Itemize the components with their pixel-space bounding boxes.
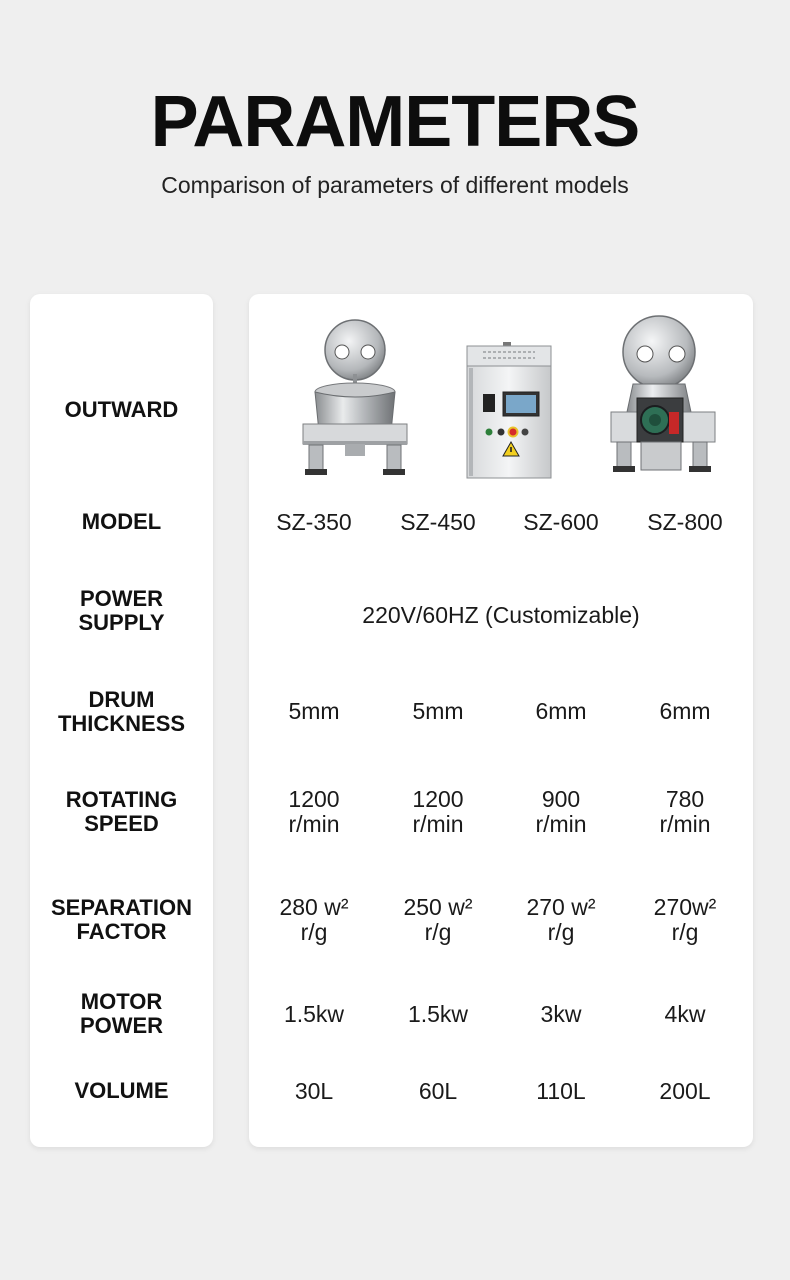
centrifuge-machine-image (297, 314, 413, 482)
drum-thickness-cell: 5mm (288, 698, 340, 724)
centrifuge-with-motor-image (607, 312, 719, 484)
separation-factor-value: 270 w² (526, 894, 596, 920)
drum-thickness-cell: 6mm (659, 698, 711, 724)
volume-cell: 110L (536, 1078, 586, 1104)
separation-factor-cell (376, 895, 500, 945)
label-power-supply-line2: SUPPLY (78, 610, 165, 635)
model-cell: SZ-450 (400, 509, 476, 535)
motor-power-cell: 1.5kw (283, 1001, 345, 1027)
label-power-supply (30, 587, 213, 635)
parameter-labels-card (30, 294, 213, 1147)
label-motor-power (30, 990, 213, 1038)
label-motor-power-line2: POWER (79, 1013, 164, 1038)
parameter-values-card (249, 294, 753, 1147)
drum-thickness-cell: 6mm (535, 698, 587, 724)
motor-power-cell: 4kw (664, 1001, 706, 1027)
model-cell: SZ-600 (523, 509, 599, 535)
label-drum-thickness-line2: THICKNESS (57, 711, 186, 736)
rotating-speed-unit: r/min (659, 811, 711, 837)
power-supply-value: 220V/60HZ (Customizable) (362, 602, 640, 628)
label-model (30, 510, 213, 534)
label-rotating-speed-line2: SPEED (84, 811, 159, 836)
separation-factor-unit: r/g (424, 919, 452, 945)
label-model-text: MODEL (81, 509, 162, 534)
separation-factor-unit: r/g (671, 919, 699, 945)
label-rotating-speed (30, 788, 213, 836)
label-separation-factor-line2: FACTOR (76, 919, 167, 944)
rotating-speed-unit: r/min (288, 811, 340, 837)
label-motor-power-line1: MOTOR (80, 989, 163, 1014)
model-cell: SZ-350 (276, 509, 352, 535)
label-rotating-speed-line1: ROTATING (65, 787, 178, 812)
separation-factor-value: 250 w² (403, 894, 473, 920)
separation-factor-cell (499, 895, 623, 945)
page-title: PARAMETERS (150, 82, 640, 162)
rotating-speed-unit: r/min (535, 811, 587, 837)
label-separation-factor-line1: SEPARATION (51, 895, 192, 920)
control-cabinet-image (463, 342, 553, 482)
label-outward-text: OUTWARD (64, 397, 179, 422)
rotating-speed-value: 900 (541, 786, 581, 812)
rotating-speed-cell (252, 787, 376, 837)
label-volume (30, 1079, 213, 1103)
label-drum-thickness-line1: DRUM (88, 687, 155, 712)
label-volume-text: VOLUME (74, 1078, 169, 1103)
volume-cell: 60L (418, 1078, 458, 1104)
rotating-speed-value: 1200 (288, 786, 340, 812)
label-outward (30, 398, 213, 422)
volume-cell: 200L (659, 1078, 711, 1104)
separation-factor-unit: r/g (547, 919, 575, 945)
rotating-speed-cell (499, 787, 623, 837)
separation-factor-unit: r/g (300, 919, 328, 945)
volume-cell: 30L (294, 1078, 334, 1104)
page-subtitle: Comparison of parameters of different models (161, 172, 629, 198)
label-power-supply-line1: POWER (79, 586, 164, 611)
rotating-speed-value: 1200 (412, 786, 464, 812)
label-drum-thickness (30, 688, 213, 736)
rotating-speed-cell (623, 787, 747, 837)
separation-factor-cell (252, 895, 376, 945)
drum-thickness-cell: 5mm (412, 698, 464, 724)
motor-power-cell: 1.5kw (407, 1001, 469, 1027)
rotating-speed-cell (376, 787, 500, 837)
separation-factor-value: 270w² (653, 894, 717, 920)
separation-factor-value: 280 w² (279, 894, 349, 920)
label-separation-factor (30, 896, 213, 944)
motor-power-cell: 3kw (540, 1001, 582, 1027)
separation-factor-cell (623, 895, 747, 945)
rotating-speed-value: 780 (665, 786, 705, 812)
rotating-speed-unit: r/min (412, 811, 464, 837)
model-cell: SZ-800 (647, 509, 723, 535)
